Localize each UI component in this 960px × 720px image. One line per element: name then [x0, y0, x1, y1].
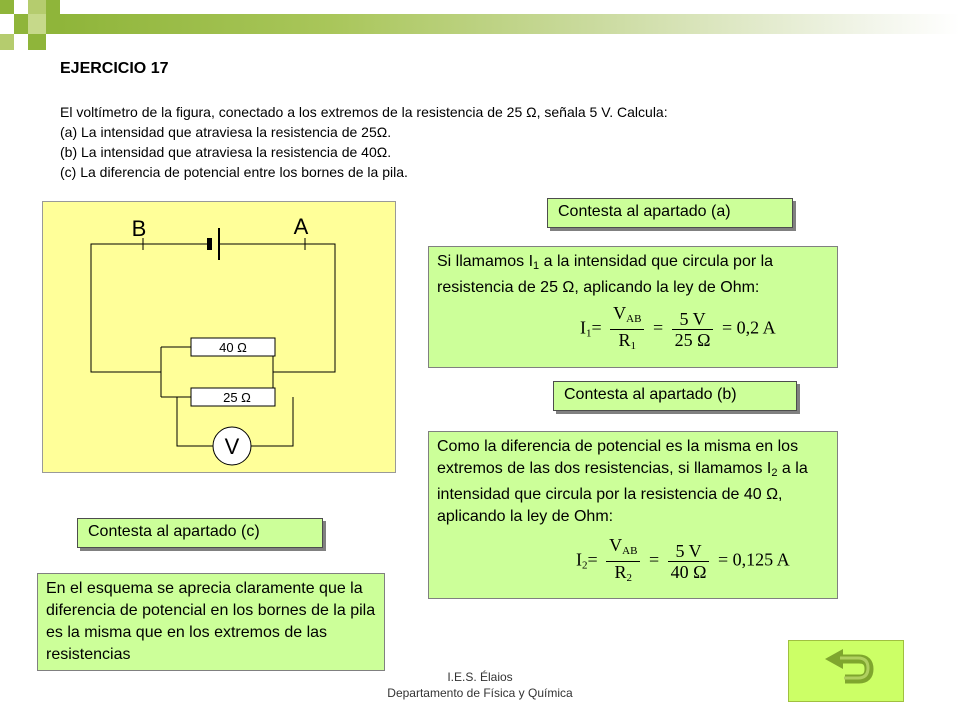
resistor-40 — [191, 338, 275, 356]
return-button[interactable] — [788, 640, 904, 702]
resistor-25-label: 25 Ω — [223, 390, 251, 405]
deco-square — [46, 14, 60, 34]
header-gradient-bar — [60, 14, 960, 34]
exercise-title: EJERCICIO 17 — [60, 60, 169, 77]
footer-school: I.E.S. Élaios — [447, 670, 513, 684]
footer-department: Departamento de Física y Química — [387, 686, 573, 700]
deco-square — [0, 34, 14, 50]
circuit-diagram-panel — [42, 201, 396, 473]
answer-a-button[interactable]: Contesta al apartado (a) — [547, 198, 793, 228]
answer-b-button[interactable]: Contesta al apartado (b) — [553, 381, 797, 411]
problem-part-b: (b) La intensidad que atraviesa la resistencia de 40Ω. — [60, 144, 392, 160]
problem-intro: El voltímetro de la figura, conectado a los extremos de la resistencia de 25 Ω, señala 5 V. Calcula: — [60, 104, 668, 120]
problem-part-c: (c) La diferencia de potencial entre los bornes de la pila. — [60, 164, 408, 180]
problem-part-a: (a) La intensidad que atraviesa la resistencia de 25Ω. — [60, 124, 392, 140]
terminal-a-label: A — [293, 214, 309, 239]
deco-square — [28, 0, 46, 14]
answer-a-text: Si llamamos $I_1$ a la intensidad que circula por la resistencia de 25 Ω, aplicando la ley de Ohm: — [437, 253, 774, 296]
return-arrow-icon — [789, 641, 903, 701]
circuit-diagram — [43, 202, 395, 472]
answer-a-formula: $I_1=$ $\frac{V_{AB}}{R_1}$ = $\frac{5 V}{25 \Omega}$ = 0,2 A — [580, 303, 776, 352]
deco-square — [0, 0, 14, 14]
deco-square — [14, 14, 28, 34]
answer-b-text: Como la diferencia de potencial es la misma en los extremos de las dos resistencias, si llamamos $I_2$ a la intensidad que circula por la resistencia de 40 Ω, aplicando la ley de Ohm: — [437, 438, 808, 525]
answer-c-button[interactable]: Contesta al apartado (c) — [77, 518, 323, 548]
footer — [300, 669, 660, 701]
deco-square — [28, 34, 46, 50]
voltmeter-label: V — [224, 434, 240, 459]
answer-b-formula: $I_2=$ $\frac{V_{AB}}{R_2}$ = $\frac{5 V}{40 \Omega}$ = 0,125 A — [576, 535, 790, 584]
answer-c-box: En el esquema se aprecia claramente que la diferencia de potencial en los bornes de la pila es la misma que en los extremos de las resistencias — [37, 573, 385, 671]
deco-square — [28, 14, 46, 34]
deco-square — [46, 0, 60, 14]
resistor-40-label: 40 Ω — [219, 340, 247, 355]
battery-symbol — [207, 228, 219, 260]
voltmeter-symbol — [213, 427, 251, 465]
problem-statement — [60, 102, 780, 182]
resistor-25 — [191, 388, 275, 406]
terminal-b-label: B — [131, 216, 147, 241]
